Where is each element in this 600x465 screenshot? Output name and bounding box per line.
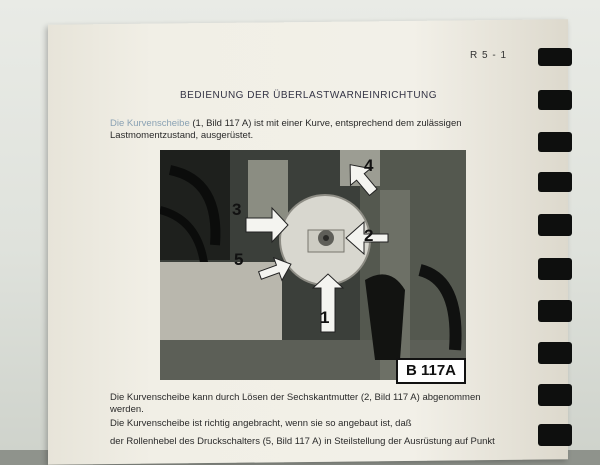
binding-ring [538, 90, 572, 110]
figure-label: B 117A [396, 358, 466, 384]
machine-illustration [160, 150, 466, 380]
binding-ring [538, 384, 572, 406]
binding-ring [538, 214, 572, 236]
binding-ring [538, 48, 572, 66]
intro-faded-text: Die Kurvenscheibe [110, 118, 190, 129]
figure-photo [160, 150, 466, 380]
callout-5: 5 [234, 250, 244, 269]
section-heading: BEDIENUNG DER ÜBERLASTWARNEINRICHTUNG [180, 90, 438, 101]
body-line-2: Die Kurvenscheibe ist richtig angebracht, wenn sie so angebaut ist, daß [110, 418, 412, 429]
intro-paragraph [110, 118, 510, 142]
callout-1: 1 [320, 308, 330, 327]
body-line-3: der Rollenhebel des Druckschalters (5, Bild 117 A) in Steilstellung der Ausrüstung auf Punkt [110, 436, 495, 447]
binding-ring [538, 258, 572, 280]
callout-4: 4 [364, 156, 374, 175]
page-number: R 5 - 1 [470, 50, 508, 61]
intro-text: (1, Bild 117 A) ist mit einer Kurve, entsprechend dem zulässigen Lastmomentzustand, ausgerüstet. [110, 118, 462, 141]
body-paragraph [110, 392, 510, 448]
callout-3: 3 [232, 200, 242, 219]
binding-ring [538, 342, 572, 364]
binding-ring [538, 172, 572, 192]
callout-2: 2 [364, 226, 374, 245]
binding-ring [538, 132, 572, 152]
binding-ring [538, 424, 572, 446]
body-line-1: Die Kurvenscheibe kann durch Lösen der Sechskantmutter (2, Bild 117 A) abgenommen werden. [110, 392, 481, 415]
binding-ring [538, 300, 572, 322]
